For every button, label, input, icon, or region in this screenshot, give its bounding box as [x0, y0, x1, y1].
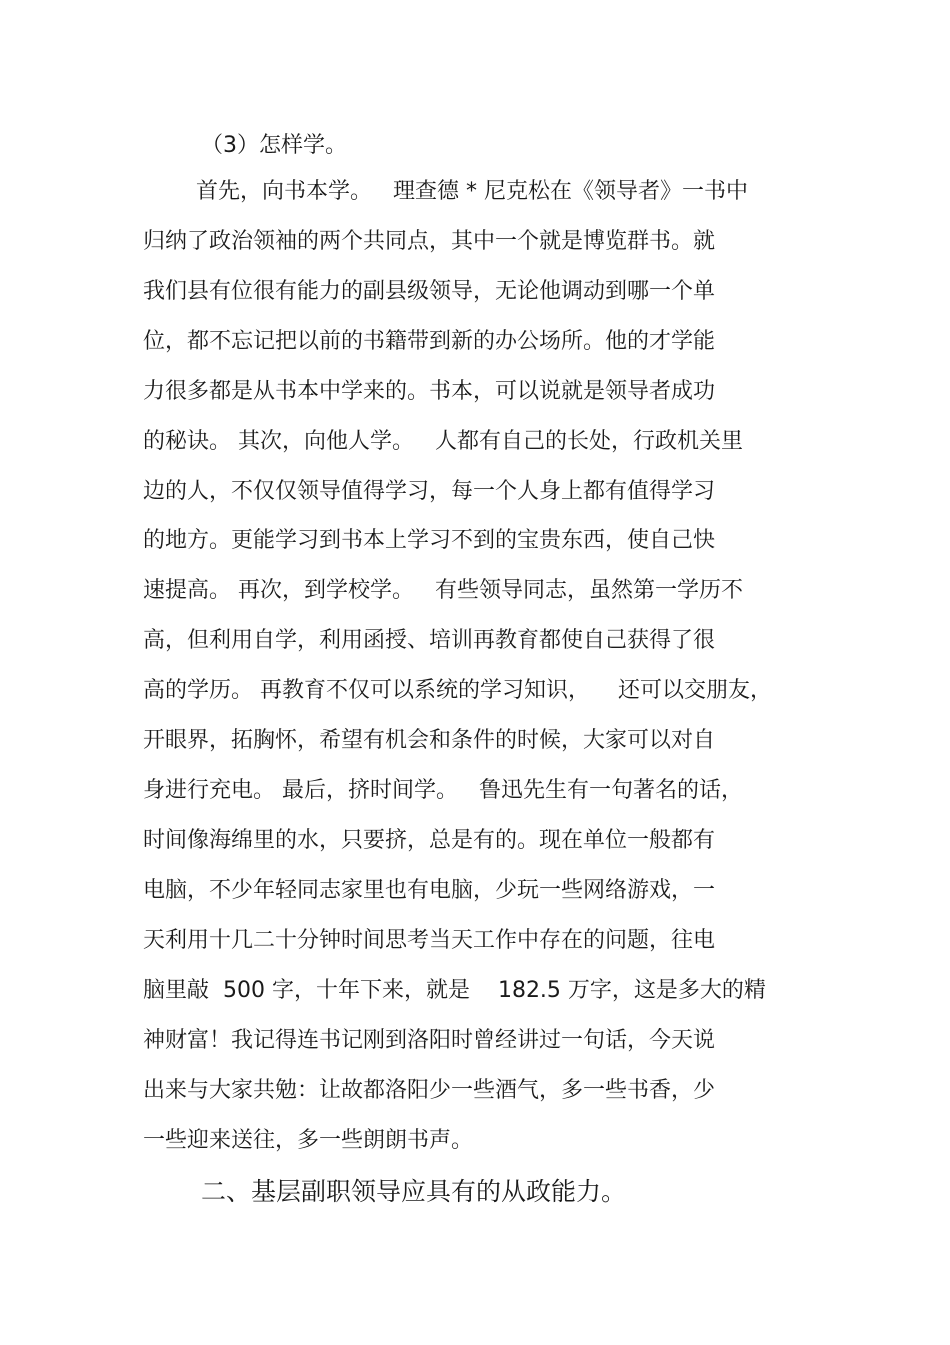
paragraph-line: 速提高。 再次，到学校学。 有些领导同志，虽然第一学历不	[143, 578, 743, 603]
paragraph-line: 身进行充电。 最后，挤时间学。 鲁迅先生有一句著名的话，	[143, 778, 743, 803]
paragraph-line: 边的人，不仅仅领导值得学习，每一个人身上都有值得学习	[143, 479, 716, 504]
paragraph-line: 时间像海绵里的水，只要挤，总是有的。现在单位一般都有	[143, 828, 716, 853]
paragraph-line: 出来与大家共勉：让故都洛阳少一些酒气，多一些书香，少	[143, 1078, 716, 1103]
paragraph-line: 首先，向书本学。 理查德 * 尼克松在《领导者》一书中	[196, 179, 748, 204]
paragraph-line: 一些迎来送往，多一些朗朗书声。	[143, 1128, 474, 1153]
paragraph-line: 神财富！我记得连书记刚到洛阳时曾经讲过一句话，今天说	[143, 1028, 716, 1053]
paragraph-line: 归纳了政治领袖的两个共同点，其中一个就是博览群书。就	[143, 229, 716, 254]
section-heading: 二、基层副职领导应具有的从政能力。	[201, 1177, 627, 1206]
paragraph-line: 开眼界，拓胸怀，希望有机会和条件的时候，大家可以对自	[143, 728, 716, 753]
paragraph-line: 力很多都是从书本中学来的。书本，可以说就是领导者成功	[143, 379, 716, 404]
subsection-title: （3）怎样学。	[201, 133, 347, 158]
paragraph-line: 的地方。更能学习到书本上学习不到的宝贵东西，使自己快	[143, 528, 716, 553]
paragraph-line: 天利用十几二十分钟时间思考当天工作中存在的问题，往电	[143, 928, 716, 953]
paragraph-line: 电脑，不少年轻同志家里也有电脑，少玩一些网络游戏，一	[143, 878, 716, 903]
paragraph-line: 的秘诀。 其次，向他人学。 人都有自己的长处，行政机关里	[143, 429, 743, 454]
paragraph-line: 高，但利用自学，利用函授、培训再教育都使自己获得了很	[143, 628, 716, 653]
paragraph-line: 位，都不忘记把以前的书籍带到新的办公场所。他的才学能	[143, 329, 716, 354]
paragraph-line: 我们县有位很有能力的副县级领导，无论他调动到哪一个单	[143, 279, 716, 304]
paragraph-line: 脑里敲 500 字，十年下来，就是 182.5 万字，这是多大的精	[143, 978, 766, 1003]
paragraph-line: 高的学历。 再教育不仅可以系统的学习知识， 还可以交朋友，	[143, 678, 772, 703]
